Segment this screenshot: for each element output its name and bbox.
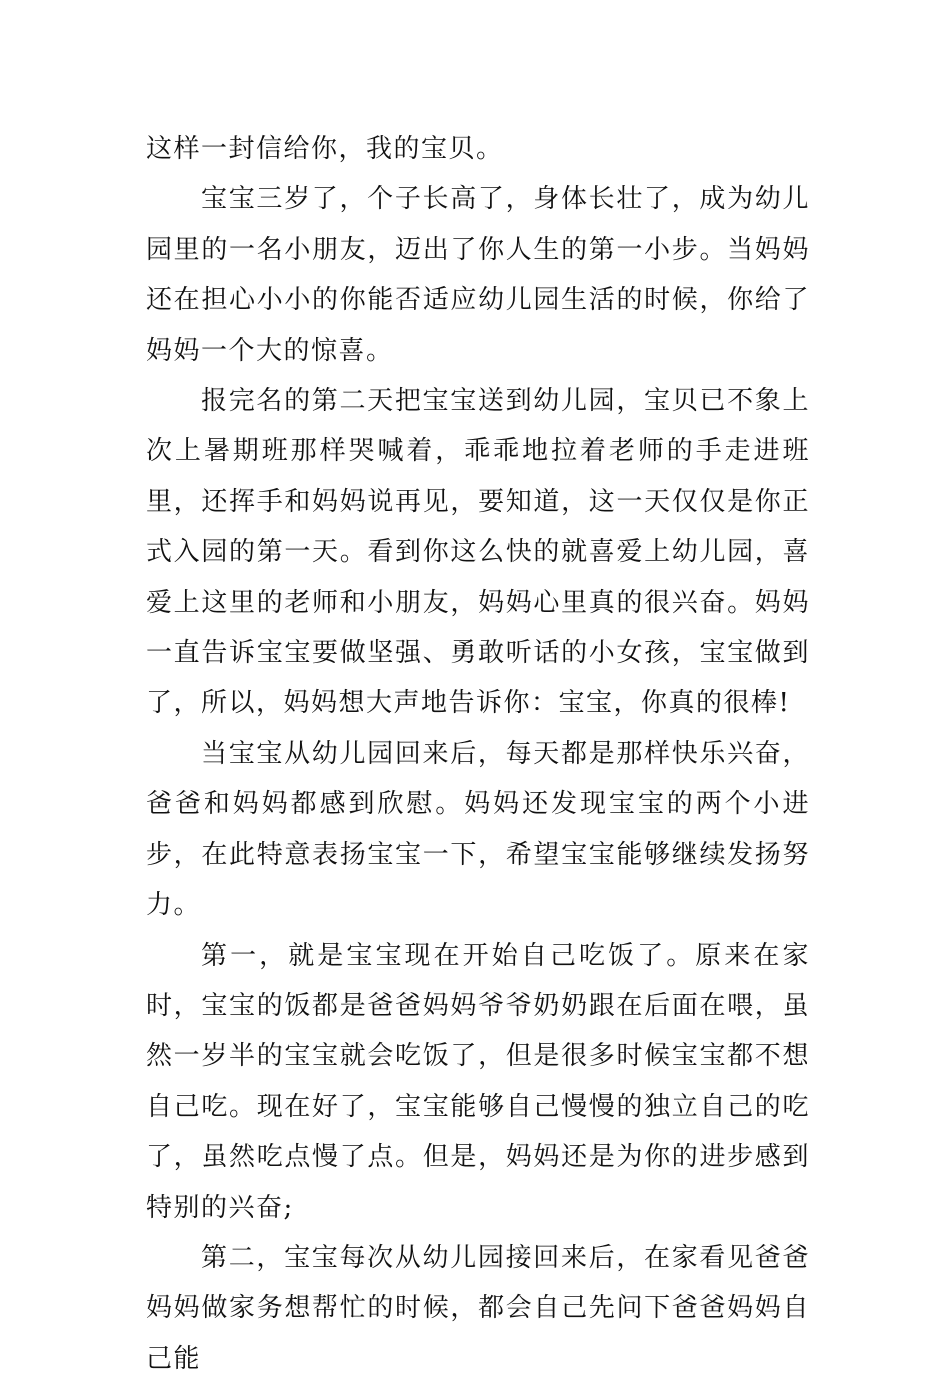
paragraph-1: 这样一封信给你，我的宝贝。 xyxy=(146,134,504,164)
paragraph-4: 当宝宝从幼儿园回来后，每天都是那样快乐兴奋，爸爸和妈妈都感到欣慰。妈妈还发现宝宝的两个小进步，在此特意表扬宝宝一下，希望宝宝能够继续发扬努力。 xyxy=(146,738,810,921)
paragraph-3: 报完名的第二天把宝宝送到幼儿园，宝贝已不象上次上暑期班那样哭喊着，乖乖地拉着老师的手走进班里，还挥手和妈妈说再见，要知道，这一天仅仅是你正式入园的第一天。看到你这么快的就喜爱上幼儿园，喜爱上这里的老师和小朋友，妈妈心里真的很兴奋。妈妈一直告诉宝宝要做坚强、勇敢听话的小女孩，宝宝做到了，所以，妈妈想大声地告诉你：宝宝，你真的很棒! xyxy=(146,386,810,719)
paragraph-2: 宝宝三岁了，个子长高了，身体长壮了，成为幼儿园里的一名小朋友，迈出了你人生的第一小步。当妈妈还在担心小小的你能否适应幼儿园生活的时候，你给了妈妈一个大的惊喜。 xyxy=(146,184,810,366)
paragraph-6: 第二，宝宝每次从幼儿园接回来后，在家看见爸爸妈妈做家务想帮忙的时候，都会自己先问下爸爸妈妈自己能 xyxy=(146,1242,810,1374)
paragraph-5: 第一，就是宝宝现在开始自己吃饭了。原来在家时，宝宝的饭都是爸爸妈妈爷爷奶奶跟在后面在喂，虽然一岁半的宝宝就会吃饭了，但是很多时候宝宝都不想自己吃。现在好了，宝宝能够自己慢慢的独立自己的吃了，虽然吃点慢了点。但是，妈妈还是为你的进步感到特别的兴奋; xyxy=(146,940,810,1223)
letter-body xyxy=(146,124,810,1384)
